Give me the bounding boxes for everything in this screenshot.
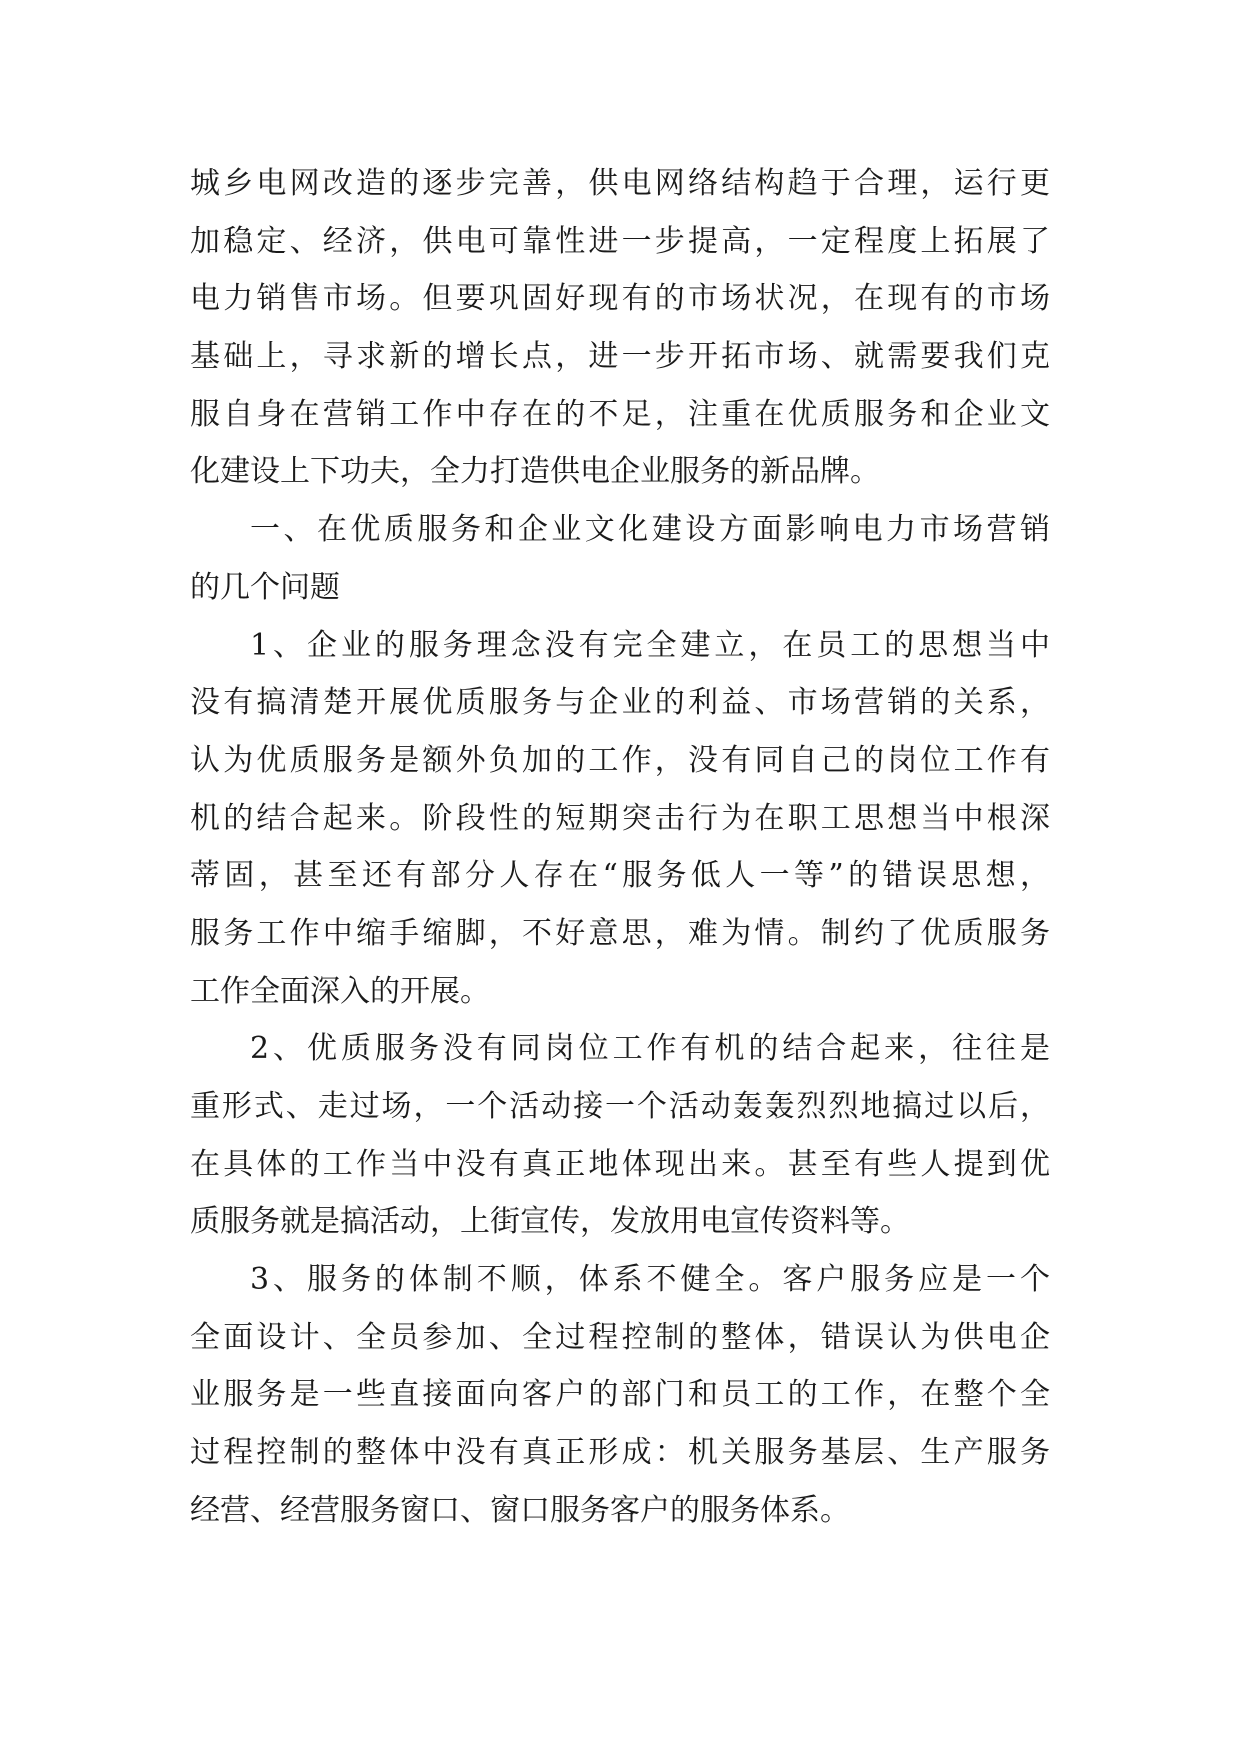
- text-line: 经营、经营服务窗口、窗口服务客户的服务体系。: [190, 1492, 850, 1528]
- text-line: 3、服务的体制不顺，体系不健全。客户服务应是一个: [250, 1262, 1050, 1298]
- text-line: 服自身在营销工作中存在的不足，注重在优质服务和企业文: [190, 396, 1050, 432]
- text-line: 加稳定、经济，供电可靠性进一步提高，一定程度上拓展了: [190, 223, 1050, 259]
- text-line: 过程控制的整体中没有真正形成：机关服务基层、生产服务: [190, 1435, 1050, 1471]
- text-line: 机的结合起来。阶段性的短期突击行为在职工思想当中根深: [190, 800, 1050, 836]
- text-line: 城乡电网改造的逐步完善，供电网络结构趋于合理，运行更: [190, 166, 1050, 201]
- text-line: 2、优质服务没有同岗位工作有机的结合起来，往往是: [250, 1031, 1050, 1067]
- text-line: 1、企业的服务理念没有完全建立，在员工的思想当中: [250, 627, 1050, 663]
- text-line: 工作全面深入的开展。: [190, 973, 490, 1009]
- text-line: 蒂固，甚至还有部分人存在“服务低人一等”的错误思想，: [190, 858, 1050, 894]
- text-line: 服务工作中缩手缩脚，不好意思，难为情。制约了优质服务: [190, 915, 1050, 951]
- text-line: 化建设上下功夫，全力打造供电企业服务的新品牌。: [190, 454, 880, 490]
- text-line: 质服务就是搞活动，上街宣传，发放用电宣传资料等。: [190, 1204, 910, 1240]
- text-line: 重形式、走过场，一个活动接一个活动轰轰烈烈地搞过以后，: [190, 1089, 1050, 1124]
- document-body: [190, 155, 1050, 1540]
- text-line: 业服务是一些直接面向客户的部门和员工的工作，在整个全: [190, 1377, 1050, 1413]
- text-line: 的几个问题: [190, 569, 340, 605]
- text-line: 认为优质服务是额外负加的工作，没有同自己的岗位工作有: [190, 742, 1050, 778]
- text-line: 基础上，寻求新的增长点，进一步开拓市场、就需要我们克: [190, 339, 1050, 375]
- text-line: 电力销售市场。但要巩固好现有的市场状况，在现有的市场: [190, 281, 1050, 317]
- text-line: 没有搞清楚开展优质服务与企业的利益、市场营销的关系，: [190, 685, 1050, 721]
- text-line: 全面设计、全员参加、全过程控制的整体，错误认为供电企: [190, 1319, 1050, 1355]
- text-line: 一、在优质服务和企业文化建设方面影响电力市场营销: [250, 512, 1050, 548]
- text-line: 在具体的工作当中没有真正地体现出来。甚至有些人提到优: [190, 1146, 1050, 1182]
